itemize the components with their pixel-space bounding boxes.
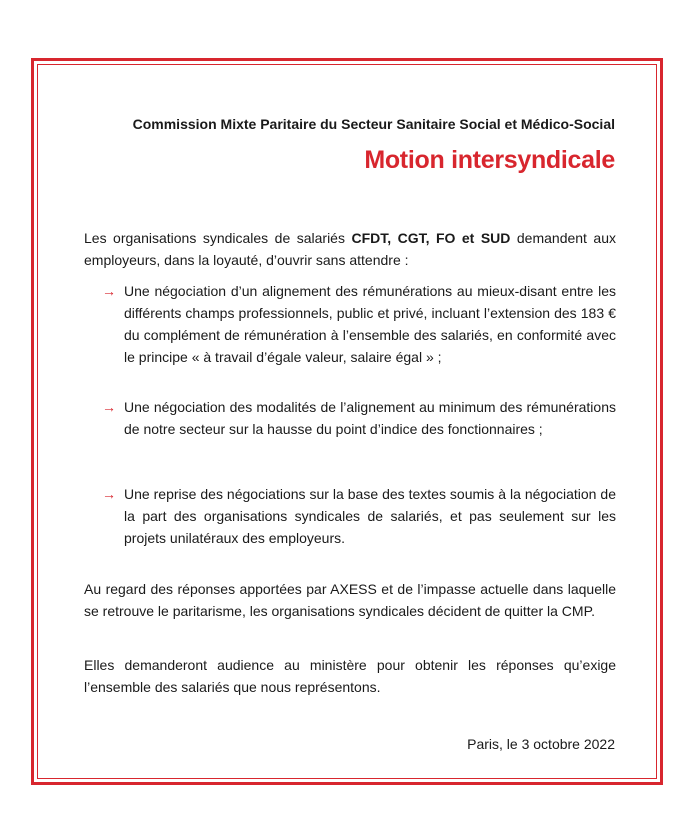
intro-paragraph	[84, 227, 616, 271]
list-item	[102, 396, 616, 440]
union-names: CFDT, CGT, FO et SUD	[351, 230, 511, 246]
right-arrow-icon: →	[102, 283, 116, 299]
place-date-signature: Paris, le 3 octobre 2022	[467, 736, 615, 752]
page-title: Motion intersyndicale	[364, 146, 615, 174]
intro-text-after: demandent aux employeurs, dans la loyauté, d’ouvrir sans attendre :	[84, 230, 617, 268]
intro-text-before: Les organisations syndicales de salariés	[84, 230, 352, 246]
list-item	[102, 280, 616, 368]
list-item-text: Une reprise des négociations sur la base des textes soumis à la négociation de la part des organisations syndicales de salariés, et pas seulement sur les projets unilatéraux des employeurs.	[124, 486, 616, 546]
right-arrow-icon: →	[102, 486, 116, 502]
list-item	[102, 483, 616, 549]
ministry-paragraph: Elles demanderont audience au ministère pour obtenir les réponses qu’exige l’ensemble des salariés que nous représentons.	[84, 657, 616, 695]
commission-heading: Commission Mixte Paritaire du Secteur Sanitaire Social et Médico-Social	[132, 116, 615, 132]
list-item-text: Une négociation d’un alignement des rémunérations au mieux-disant entre les différents champs professionnels, public et privé, incluant l’extension des 183 € du complément de rémunération à l’ensemble des salariés, en conformité avec le principe « à travail d’égale valeur, salaire égal » ;	[124, 283, 616, 365]
decision-paragraph: Au regard des réponses apportées par AXESS et de l’impasse actuelle dans laquelle se retrouve le paritarisme, les organisations syndicales décident de quitter la CMP.	[84, 581, 616, 619]
list-item-text: Une négociation des modalités de l’alignement au minimum des rémunérations de notre secteur sur la hausse du point d’indice des fonctionnaires ;	[124, 399, 616, 437]
right-arrow-icon: →	[102, 399, 116, 415]
